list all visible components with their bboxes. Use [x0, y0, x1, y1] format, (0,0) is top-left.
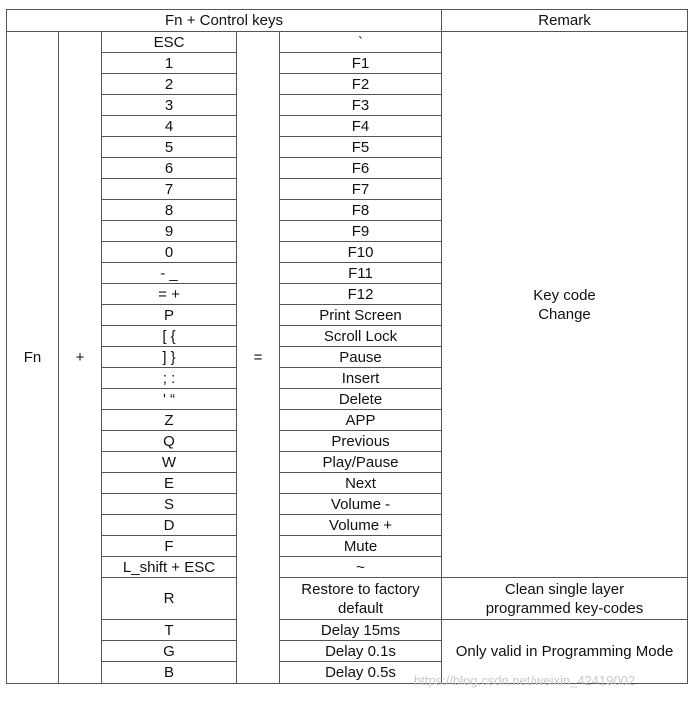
equals-label: =: [237, 32, 280, 684]
table-row: [7, 578, 688, 620]
control-key-cell: ESC: [102, 32, 237, 53]
control-key-cell: B: [102, 662, 237, 684]
header-remark-title: Remark: [442, 10, 688, 32]
watermark: https://blog.csdn.net/weixin_42419002: [414, 673, 636, 688]
control-key-cell: L_shift + ESC: [102, 557, 237, 578]
control-key-cell: [ {: [102, 326, 237, 347]
result-cell: Volume +: [280, 515, 442, 536]
control-key-cell: Z: [102, 410, 237, 431]
control-key-cell: 4: [102, 116, 237, 137]
result-cell: F7: [280, 179, 442, 200]
control-key-cell: 9: [102, 221, 237, 242]
result-cell: Volume -: [280, 494, 442, 515]
result-cell: F10: [280, 242, 442, 263]
result-cell: F3: [280, 95, 442, 116]
table-row: [7, 32, 688, 53]
control-key-cell: P: [102, 305, 237, 326]
result-cell: F12: [280, 284, 442, 305]
result-cell: Pause: [280, 347, 442, 368]
control-key-cell: 8: [102, 200, 237, 221]
result-cell: Mute: [280, 536, 442, 557]
control-key-cell: = +: [102, 284, 237, 305]
result-cell: Previous: [280, 431, 442, 452]
result-cell: F5: [280, 137, 442, 158]
result-cell: `: [280, 32, 442, 53]
control-key-cell: Q: [102, 431, 237, 452]
control-key-cell: R: [102, 578, 237, 620]
result-cell: Delay 0.1s: [280, 641, 442, 662]
control-key-cell: W: [102, 452, 237, 473]
control-key-cell: 0: [102, 242, 237, 263]
control-key-cell: E: [102, 473, 237, 494]
result-cell: Delete: [280, 389, 442, 410]
control-key-cell: 7: [102, 179, 237, 200]
remark-clean-layer: Clean single layer programmed key-codes: [442, 578, 688, 620]
result-cell: Restore to factory default: [280, 578, 442, 620]
fn-key-table: [6, 9, 688, 684]
result-cell: F11: [280, 263, 442, 284]
remark-key-code-change: Key code Change: [442, 32, 688, 578]
table-row: [7, 620, 688, 641]
result-cell: ~: [280, 557, 442, 578]
result-cell: F4: [280, 116, 442, 137]
result-cell: APP: [280, 410, 442, 431]
remark-programming-mode: Only valid in Programming Mode: [442, 620, 688, 684]
result-cell: Print Screen: [280, 305, 442, 326]
result-cell: F6: [280, 158, 442, 179]
fn-label: Fn: [7, 32, 59, 684]
result-cell: Scroll Lock: [280, 326, 442, 347]
result-cell: F8: [280, 200, 442, 221]
control-key-cell: F: [102, 536, 237, 557]
result-cell: Delay 0.5s: [280, 662, 442, 684]
result-cell: Next: [280, 473, 442, 494]
control-key-cell: 2: [102, 74, 237, 95]
result-cell: Insert: [280, 368, 442, 389]
result-cell: F9: [280, 221, 442, 242]
control-key-cell: T: [102, 620, 237, 641]
control-key-cell: S: [102, 494, 237, 515]
control-key-cell: ] }: [102, 347, 237, 368]
control-key-cell: ; :: [102, 368, 237, 389]
control-key-cell: - _: [102, 263, 237, 284]
control-key-cell: 1: [102, 53, 237, 74]
result-cell: Delay 15ms: [280, 620, 442, 641]
control-key-cell: ' “: [102, 389, 237, 410]
header-combo-title: Fn + Control keys: [7, 10, 442, 32]
control-key-cell: 3: [102, 95, 237, 116]
result-cell: Play/Pause: [280, 452, 442, 473]
control-key-cell: 5: [102, 137, 237, 158]
plus-label: +: [59, 32, 102, 684]
control-key-cell: G: [102, 641, 237, 662]
control-key-cell: D: [102, 515, 237, 536]
result-cell: F1: [280, 53, 442, 74]
result-cell: F2: [280, 74, 442, 95]
control-key-cell: 6: [102, 158, 237, 179]
